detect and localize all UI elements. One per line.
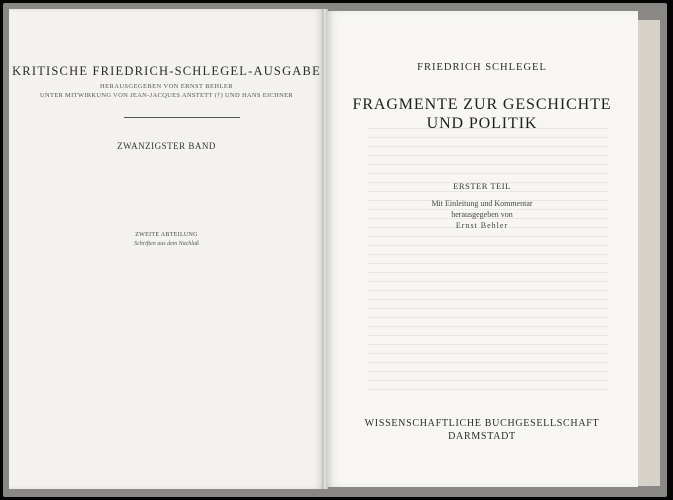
series-title: KRITISCHE FRIEDRICH-SCHLEGEL-AUSGABE xyxy=(12,64,321,78)
intro-line-2: herausgegeben von xyxy=(451,210,513,219)
editor-line-1: HERAUSGEGEBEN VON ERNST BEHLER xyxy=(100,83,233,90)
division-label: ZWEITE ABTEILUNG xyxy=(135,232,198,238)
volume-label: ZWANZIGSTER BAND xyxy=(117,141,216,151)
publisher-name: WISSENSCHAFTLICHE BUCHGESELLSCHAFT xyxy=(364,418,600,429)
divider-rule xyxy=(124,117,240,118)
part-label: ERSTER TEIL xyxy=(453,181,511,191)
editor-line-2: UNTER MITWIRKUNG VON JEAN-JACQUES ANSTETT (†) UND HANS EICHNER xyxy=(39,92,294,99)
book-title-line-2: UND POLITIK xyxy=(426,115,538,132)
intro-line-1: Mit Einleitung und Kommentar xyxy=(431,199,533,208)
author-name: FRIEDRICH SCHLEGEL xyxy=(417,62,547,73)
show-through-text xyxy=(368,128,608,398)
book-title-line-1: FRAGMENTE ZUR GESCHICHTE xyxy=(352,96,612,113)
publisher-city: DARMSTADT xyxy=(448,431,516,442)
division-subtitle: Schriften aus dem Nachlaß xyxy=(134,241,199,247)
left-page xyxy=(9,9,324,489)
editor-name: Ernst Behler xyxy=(455,221,509,230)
